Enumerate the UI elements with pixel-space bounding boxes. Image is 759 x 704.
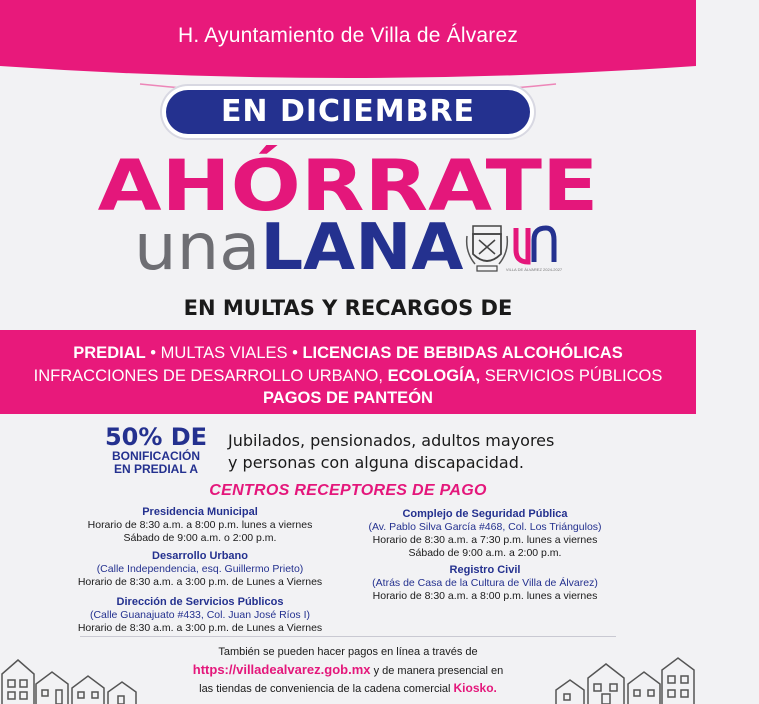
office-name: Presidencia Municipal	[142, 506, 258, 518]
coat-of-arms-icon	[465, 222, 509, 274]
office-address: (Av. Pablo Silva García #468, Col. Los Triángulos)	[368, 521, 602, 533]
office-address: (Calle Guanajuato #433, Col. Juan José Ríos I)	[89, 609, 311, 621]
concepts-line-2	[0, 367, 696, 386]
office-presidencia	[70, 506, 330, 545]
houses-right-icon	[552, 648, 696, 704]
office-address: (Atrás de Casa de la Cultura de Villa de Álvarez)	[372, 577, 598, 589]
office-name: Desarrollo Urbano	[152, 550, 248, 562]
office-hours: Horario de 8:30 a.m. a 3:00 p.m. de Lunes a Viernes	[77, 576, 323, 588]
office-hours: Sábado de 9:00 a.m. a 2:00 p.m.	[408, 547, 562, 559]
una-lana-title	[134, 210, 463, 286]
footer-text: las tiendas de conveniencia de la cadena comercial	[199, 683, 451, 695]
website-link[interactable]: https://villadealvarez.gob.mx	[192, 662, 371, 677]
discount-label-1: BONIFICACIÓN	[112, 449, 200, 463]
concepts-line-1	[0, 344, 696, 363]
concept-multas: MULTAS VIALES	[160, 344, 288, 362]
kiosko-brand: Kiosko.	[453, 681, 497, 695]
office-address: (Calle Independencia, esq. Guillermo Prieto)	[96, 563, 304, 575]
office-hours: Horario de 8:30 a.m. a 7:30 p.m. lunes a viernes	[372, 534, 598, 546]
concepts-block	[0, 330, 696, 414]
office-hours: Horario de 8:30 a.m. a 3:00 p.m. de Lunes a Viernes	[77, 622, 323, 634]
concept-ecologia: ECOLOGÍA,	[387, 367, 481, 385]
houses-left-icon	[0, 648, 150, 704]
administration-logo-icon	[505, 220, 563, 274]
divider	[80, 636, 616, 637]
municipality-title: H. Ayuntamiento de Villa de Álvarez	[177, 24, 519, 47]
discount-badge	[96, 424, 216, 476]
concept-panteon: PAGOS DE PANTEÓN	[263, 389, 433, 407]
svg-text:VILLA DE ÁLVAREZ 2024-2027: VILLA DE ÁLVAREZ 2024-2027	[505, 267, 563, 272]
office-servicios-publicos	[70, 596, 330, 635]
office-hours: Horario de 8:30 a.m. a 8:00 p.m. lunes a viernes	[372, 590, 598, 602]
office-name: Dirección de Servicios Públicos	[116, 596, 284, 608]
month-pill: EN DICIEMBRE	[166, 90, 530, 134]
footer-text: y de manera presencial en	[373, 665, 504, 677]
beneficiaries	[228, 430, 554, 474]
concept-licencias: LICENCIAS DE BEBIDAS ALCOHÓLICAS	[302, 344, 623, 362]
concept-servicios: SERVICIOS PÚBLICOS	[484, 367, 663, 385]
office-hours: Sábado de 9:00 a.m. o 2:00 p.m.	[123, 532, 277, 544]
concept-predial: PREDIAL	[73, 344, 146, 362]
office-name: Registro Civil	[449, 564, 521, 576]
beneficiaries-line-1: Jubilados, pensionados, adultos mayores	[228, 431, 555, 450]
office-hours: Horario de 8:30 a.m. a 8:00 p.m. lunes a viernes	[87, 519, 313, 531]
office-registro-civil	[350, 564, 620, 603]
office-desarrollo-urbano	[70, 550, 330, 589]
discount-label-2: EN PREDIAL A	[113, 462, 198, 476]
footer-line-1: También se pueden hacer pagos en línea a través de	[218, 646, 478, 658]
discount-percent: 50% DE	[104, 423, 208, 451]
bullet: •	[150, 344, 157, 362]
concept-infracciones: INFRACCIONES DE DESARROLLO URBANO,	[33, 367, 383, 385]
beneficiaries-line-2: y personas con alguna discapacidad.	[228, 453, 524, 472]
bullet: •	[292, 344, 298, 362]
office-seguridad-publica	[350, 508, 620, 560]
centros-title: CENTROS RECEPTORES DE PAGO	[209, 482, 487, 499]
main-title: AHÓRRATE	[97, 145, 599, 227]
una-word: una	[134, 211, 261, 285]
office-name: Complejo de Seguridad Pública	[402, 508, 568, 520]
subtitle: EN MULTAS Y RECARGOS DE	[183, 296, 513, 320]
lana-word: LANA	[260, 211, 464, 285]
